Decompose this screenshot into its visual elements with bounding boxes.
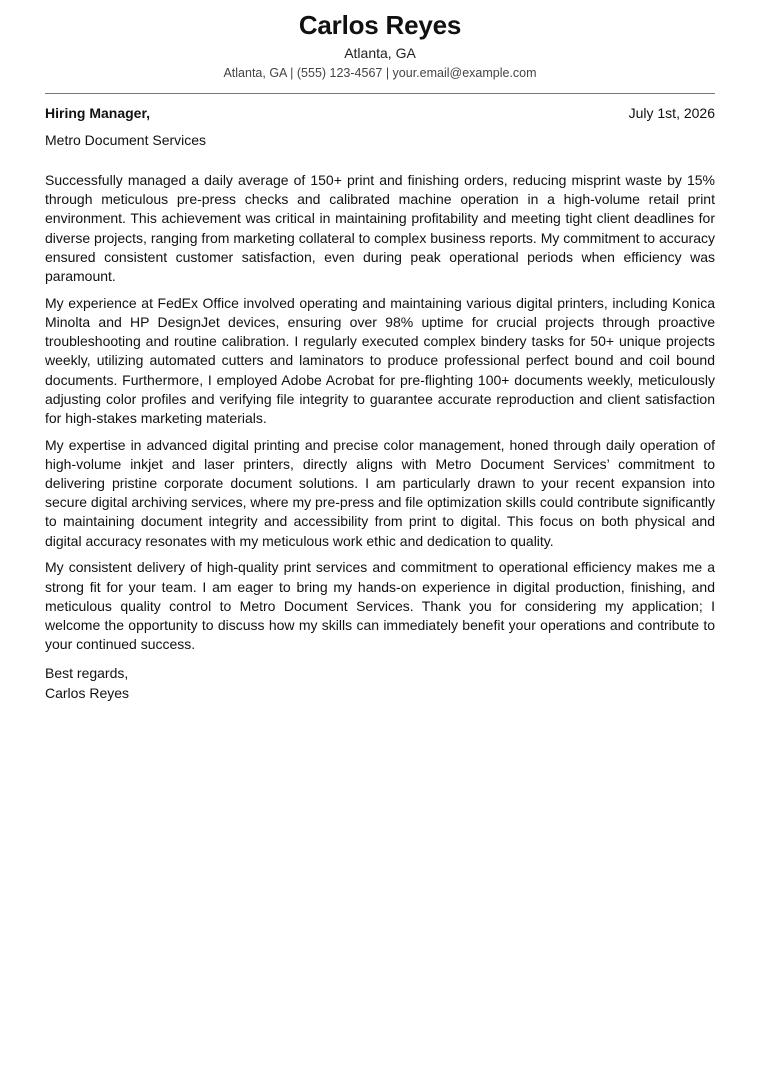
letter-header	[45, 0, 715, 82]
recipient-row	[45, 103, 715, 123]
recipient-salutation: Hiring Manager,	[45, 105, 151, 121]
applicant-name: Carlos Reyes	[298, 10, 462, 40]
letter-date: July 1st, 2026	[628, 105, 715, 121]
body-paragraph: My expertise in advanced digital printing and precise color management, honed through daily operation of high-volume inkjet and laser printers, directly aligns with Metro Document Services’ commitment to delivering pristine corporate document solutions. I am particularly drawn to your recent expansion into secure digital archiving services, where my pre-press and file optimization skills could contribute significantly to maintaining document integrity and accessibility from print to digital. This focus on both physical and digital accuracy resonates with my meticulous work ethic and dedication to quality.	[45, 436, 715, 549]
letter-closing	[45, 664, 715, 702]
body-paragraph: Successfully managed a daily average of 150+ print and finishing orders, reducing misprint waste by 15% through meticulous pre-press checks and calibrated machine operation in a high-volume retail print environment. This achievement was critical in maintaining profitability and meeting tight client deadlines for diverse projects, ranging from marketing collateral to complex business reports. My commitment to accuracy ensured consistent customer satisfaction, even during peak operational periods when efficiency was paramount.	[45, 172, 715, 285]
applicant-contact-line: Atlanta, GA | (555) 123-4567 | your.email@example.com	[223, 66, 537, 80]
body-paragraph: My consistent delivery of high-quality print services and commitment to operational efficiency makes me a strong fit for your team. I am eager to bring my hands-on experience in digital production, finishing, and meticulous quality control to Metro Document Services. Thank you for considering my application; I welcome the opportunity to discuss how my skills can immediately benefit your operations and contribute to your continued success.	[45, 559, 715, 653]
applicant-location: Atlanta, GA	[344, 45, 416, 61]
letter-body	[45, 171, 715, 654]
closing-signature: Carlos Reyes	[45, 684, 130, 701]
closing-signoff: Best regards,	[45, 665, 129, 682]
body-paragraph: My experience at FedEx Office involved operating and maintaining various digital printers, including Konica Minolta and HP DesignJet devices, ensuring over 98% uptime for crucial projects through proactive troubleshooting and routine calibration. I regularly executed complex bindery tasks for 50+ unique projects weekly, utilizing automated cutters and laminators to produce professional perfect bound and coil bound documents. Furthermore, I employed Adobe Acrobat for pre-flighting 100+ documents weekly, meticulously adjusting color profiles and verifying file integrity to guarantee accurate reproduction and client satisfaction for high-stakes marketing materials.	[45, 294, 715, 426]
header-divider	[45, 93, 715, 94]
recipient-company: Metro Document Services	[45, 132, 207, 148]
